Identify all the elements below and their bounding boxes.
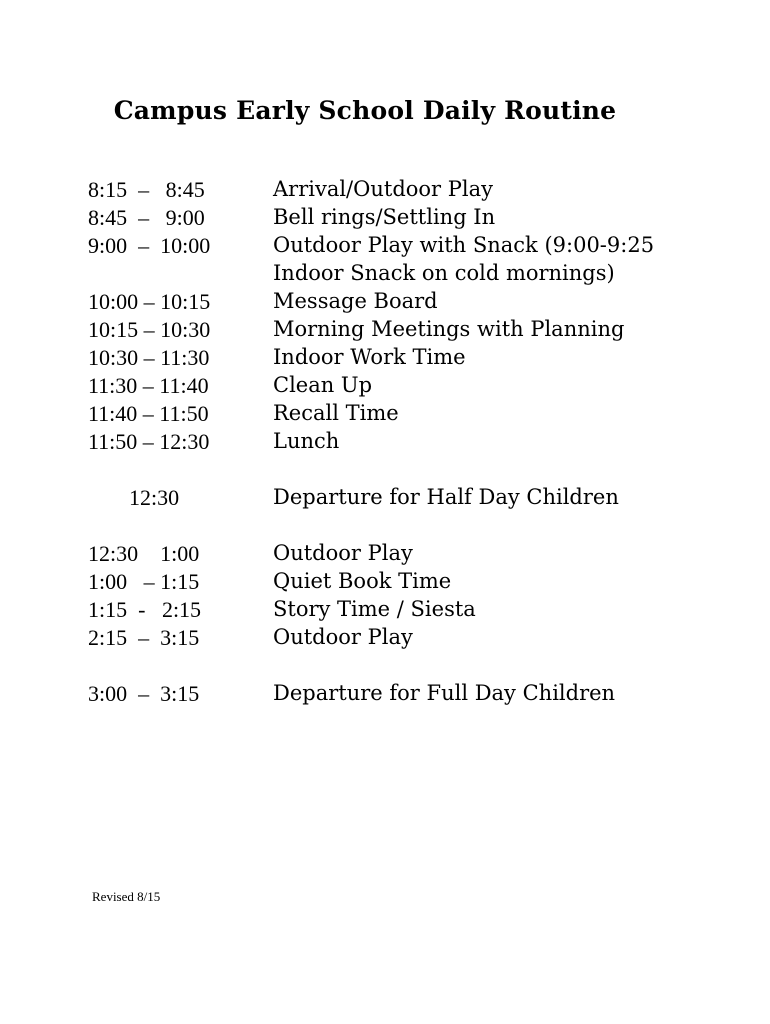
schedule-activity: Clean Up [273, 373, 373, 397]
schedule-activity: Indoor Snack on cold mornings) [273, 261, 615, 285]
schedule-time: 10:15 – 10:30 [88, 317, 211, 342]
schedule-activity: Lunch [273, 429, 340, 453]
schedule-time: 11:40 – 11:50 [88, 401, 209, 426]
schedule-activity: Story Time / Siesta [273, 597, 476, 621]
schedule-activity: Recall Time [273, 401, 399, 425]
schedule-time: 11:30 – 11:40 [88, 373, 209, 398]
schedule-activity: Quiet Book Time [273, 569, 452, 593]
schedule-time: 2:15 – 3:15 [88, 625, 200, 650]
schedule-activity: Bell rings/Settling In [273, 205, 496, 229]
schedule-time: 3:00 – 3:15 [88, 681, 200, 706]
schedule-activity: Outdoor Play [273, 625, 413, 649]
schedule-time: 12:30 1:00 [88, 541, 200, 566]
schedule-activity: Outdoor Play with Snack (9:00-9:25 [273, 233, 655, 257]
revision-note: Revised 8/15 [92, 889, 161, 904]
schedule-time: 10:30 – 11:30 [88, 345, 210, 370]
schedule-activity: Morning Meetings with Planning [273, 317, 625, 341]
schedule-activity: Indoor Work Time [273, 345, 466, 369]
schedule-activity: Departure for Full Day Children [273, 681, 616, 705]
schedule-time: 1:15 - 2:15 [88, 597, 202, 622]
schedule-time: 1:00 – 1:15 [88, 569, 200, 594]
schedule-activity: Departure for Half Day Children [273, 485, 619, 509]
schedule-activity: Message Board [273, 289, 438, 313]
schedule-time: 8:15 – 8:45 [88, 177, 205, 202]
schedule-activity: Outdoor Play [273, 541, 413, 565]
schedule-time: 8:45 – 9:00 [88, 205, 205, 230]
schedule-time: 12:30 [129, 485, 180, 510]
page-title: Campus Early School Daily Routine [113, 96, 617, 125]
schedule-activity: Arrival/Outdoor Play [273, 177, 493, 201]
schedule-time: 11:50 – 12:30 [88, 429, 210, 454]
schedule-time: 9:00 – 10:00 [88, 233, 211, 258]
schedule-time: 10:00 – 10:15 [88, 289, 211, 314]
